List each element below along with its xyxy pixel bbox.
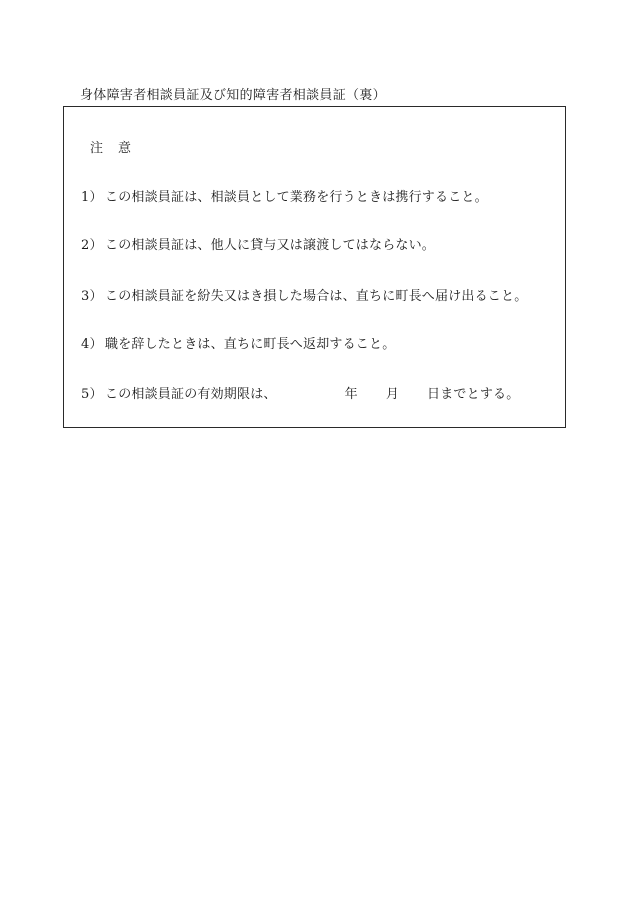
notice-heading-char-1: 注: [90, 141, 104, 156]
item-number: 4）: [81, 337, 103, 352]
notice-heading-char-2: 意: [118, 141, 132, 156]
item-number: 2）: [81, 238, 103, 253]
notice-item-2: [81, 234, 435, 253]
item-text: この相談員証の有効期限は、: [105, 387, 277, 402]
item-text: この相談員証を紛失又はき損した場合は、直ちに町長へ届け出ること。: [105, 289, 528, 304]
item-number: 3）: [81, 289, 103, 304]
document-title: 身体障害者相談員証及び知的障害者相談員証（裏）: [80, 88, 386, 103]
notice-item-4: [81, 333, 395, 352]
item-text: 職を辞したときは、直ちに町長へ返却すること。: [105, 337, 396, 352]
notice-heading: [90, 137, 131, 156]
item-number: 5）: [81, 387, 103, 402]
notice-item-1: [81, 186, 488, 205]
notice-item-5: [81, 383, 519, 402]
notice-item-3: [81, 285, 527, 304]
notice-box: [63, 106, 566, 428]
item-number: 1）: [81, 190, 103, 205]
item-text: この相談員証は、相談員として業務を行うときは携行すること。: [105, 190, 488, 205]
item-text: この相談員証は、他人に貸与又は譲渡してはならない。: [105, 238, 436, 253]
day-text: 日までとする。: [427, 387, 520, 402]
month-label: 月: [385, 387, 400, 402]
year-label: 年: [344, 387, 358, 402]
